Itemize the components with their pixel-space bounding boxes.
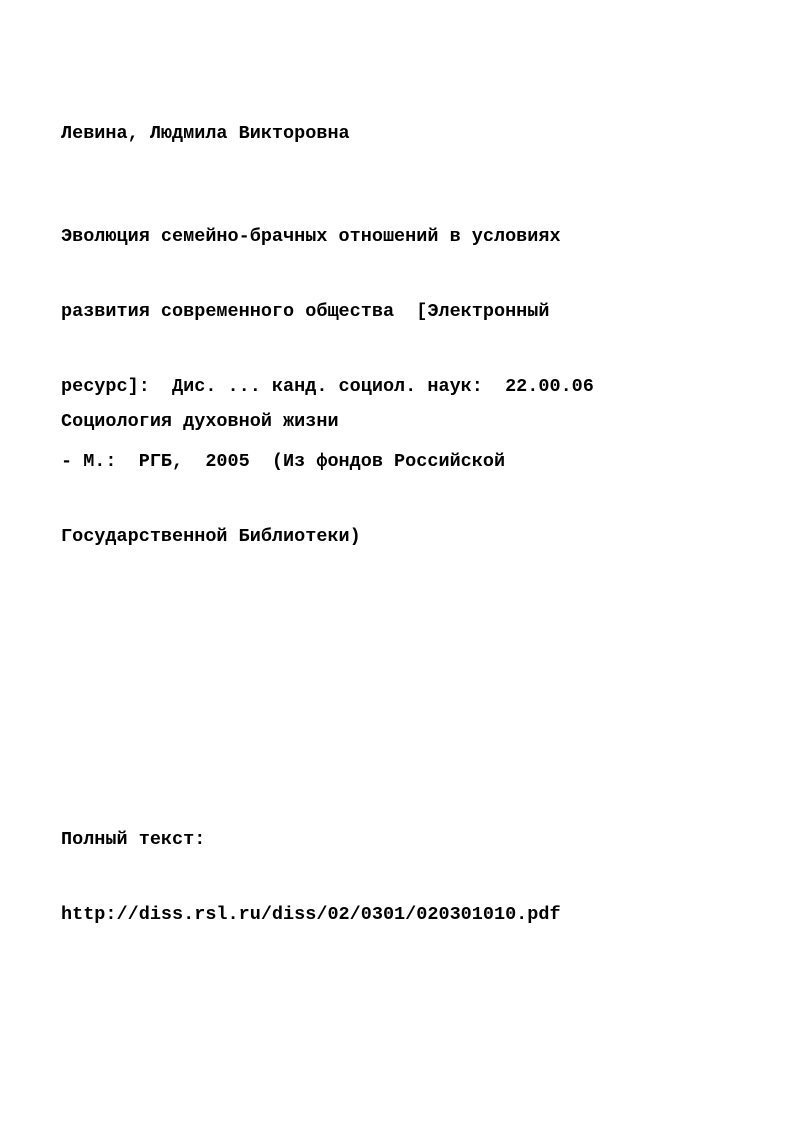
record-line: развития современного общества [Электронный [61,301,550,322]
bibliographic-record [61,174,594,574]
author-name: Левина, Людмила Викторовна [61,123,350,144]
record-line: Государственной Библиотеки) [61,526,361,547]
subject-heading: Социология духовной жизни [61,411,339,432]
full-text-label: Полный текст: [61,829,206,850]
full-text-section [61,777,561,952]
record-line: - М.: РГБ, 2005 (Из фондов Российской [61,451,506,472]
full-text-url[interactable]: http://diss.rsl.ru/diss/02/0301/020301010.pdf [61,904,561,925]
record-line: ресурс]: Дис. ... канд. социол. наук: 22.00.06 [61,376,594,397]
record-line: Эволюция семейно-брачных отношений в условиях [61,226,561,247]
